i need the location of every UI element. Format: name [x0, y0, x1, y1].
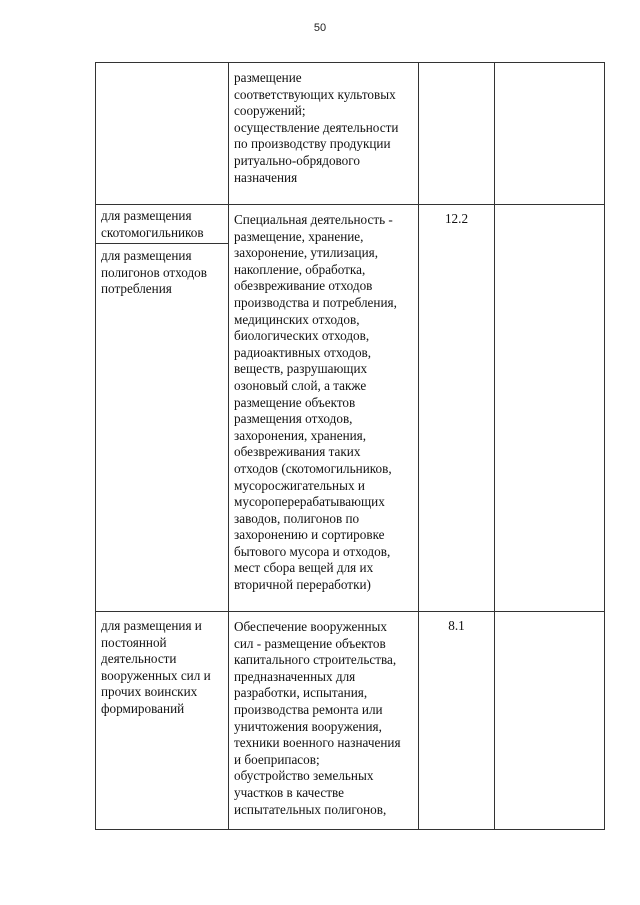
use-line: скотомогильников [101, 224, 204, 240]
description-line: производства и потребления, [234, 294, 397, 310]
description-line: и боеприпасов; [234, 751, 320, 767]
use-line: деятельности [101, 651, 177, 667]
use-line: для размещения [101, 208, 192, 223]
description-line: соответствующих культовых [234, 86, 396, 102]
description-line: капитального строительства, [234, 652, 397, 668]
use-line: для размещения и [101, 618, 202, 633]
description-line: заводов, полигонов по [234, 510, 360, 526]
description-line: предназначенных для [234, 668, 356, 684]
description-line: медицинских отходов, [234, 311, 360, 327]
description-line: техники военного назначения [234, 735, 401, 751]
description-line: уничтожения вооружения, [234, 718, 382, 734]
row3-description-cell [229, 612, 419, 830]
description-line: захоронения, хранения, [234, 427, 367, 443]
description-line: обустройство земельных [234, 768, 374, 784]
row1-extra-cell [495, 63, 605, 205]
description-line: обезвреживания таких [234, 444, 361, 460]
use-waste-landfill [96, 244, 228, 298]
page-number: 50 [313, 22, 327, 34]
land-use-table [95, 62, 605, 830]
description-line: осуществление деятельности [234, 119, 399, 135]
use-cattle-burial [96, 205, 228, 244]
description-line: производства ремонта или [234, 701, 383, 717]
row2-code-cell [419, 205, 495, 612]
classification-code: 12.2 [444, 211, 469, 226]
description-line: размещение [234, 70, 302, 85]
use-line: прочих воинских [101, 684, 198, 700]
description-line: испытательных полигонов, [234, 801, 387, 817]
use-line: потребления [101, 281, 172, 297]
row3-extra-cell [495, 612, 605, 830]
row3-code-cell [419, 612, 495, 830]
description-line: сил - размещение объектов [234, 635, 386, 651]
description-line: по производству продукции [234, 136, 391, 152]
description-line: накопление, обработка, [234, 261, 366, 277]
use-line: полигонов отходов [101, 264, 207, 280]
description-line: бытового мусора и отходов, [234, 543, 391, 559]
row1-description-cell [229, 63, 419, 205]
row1-use-cell [96, 63, 229, 205]
description-line: мест сбора вещей для их [234, 560, 374, 576]
table-row [96, 205, 605, 612]
description-line: обезвреживание отходов [234, 278, 373, 294]
row2-extra-cell [495, 205, 605, 612]
description-line: ритуально-обрядового [234, 152, 360, 168]
table-row [96, 63, 605, 205]
description-line: размещение объектов [234, 394, 356, 410]
description-line: захоронение, утилизация, [234, 245, 378, 261]
description-line: озоновый слой, а также [234, 377, 367, 393]
use-line: формирований [101, 700, 185, 716]
description-line: радиоактивных отходов, [234, 344, 372, 360]
description-line: назначения [234, 169, 298, 185]
use-line: постоянной [101, 634, 167, 650]
use-line: вооруженных сил и [101, 667, 211, 683]
description-line: размещения отходов, [234, 411, 353, 427]
description-line: биологических отходов, [234, 328, 370, 344]
description-line: участков в качестве [234, 784, 345, 800]
description-line: сооружений; [234, 103, 306, 119]
description-line: отходов (скотомогильников, [234, 460, 392, 476]
table-row [96, 612, 605, 830]
description-line: разработки, испытания, [234, 685, 368, 701]
description-line: вторичной переработки) [234, 577, 371, 593]
description-line: размещение, хранение, [234, 228, 364, 244]
description-line: захоронению и сортировке [234, 527, 385, 543]
row2-use-cell [96, 205, 229, 612]
description-line: мусоросжигательных и [234, 477, 365, 493]
description-line: Обеспечение вооруженных [234, 619, 387, 634]
row3-use-cell [96, 612, 229, 830]
description-line: мусороперерабатывающих [234, 494, 385, 510]
row2-description-cell [229, 205, 419, 612]
description-line: Специальная деятельность - [234, 212, 393, 227]
description-line: веществ, разрушающих [234, 361, 368, 377]
use-line: для размещения [101, 248, 192, 264]
row1-code-cell [419, 63, 495, 205]
classification-code: 8.1 [448, 618, 465, 633]
